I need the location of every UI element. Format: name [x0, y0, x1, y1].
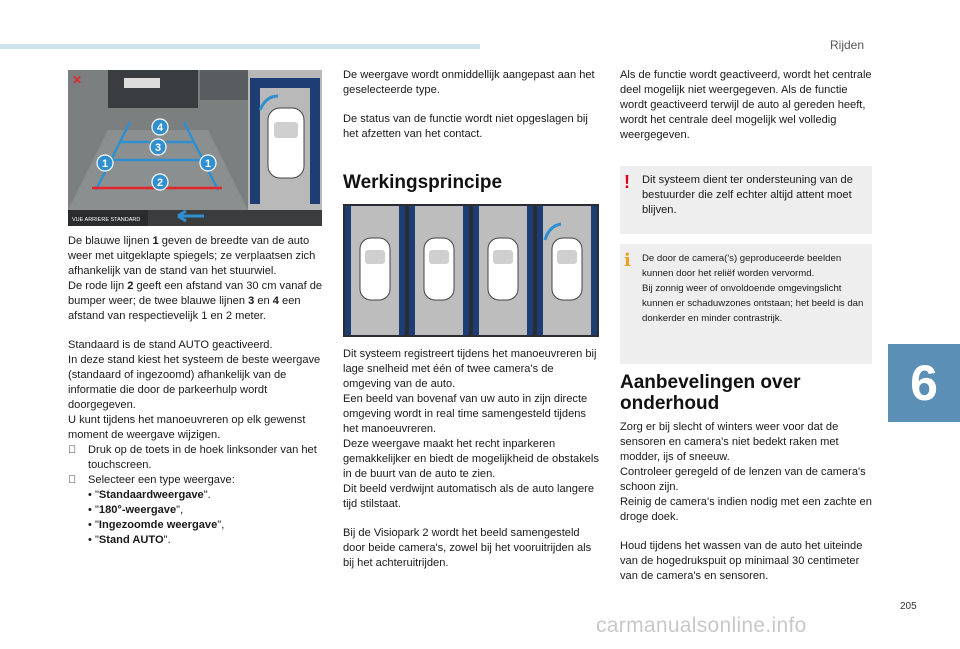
chapter-title: Rijden	[830, 38, 865, 52]
marker-3-label: 3	[154, 142, 162, 154]
warning-box	[620, 166, 872, 234]
heading-aanbevelingen: Aanbevelingen over onderhoud	[620, 372, 801, 414]
marker-4-label: 4	[156, 122, 164, 134]
bullet-press-button: Druk op de toets in de hoek linksonder van het touchscreen.	[68, 443, 330, 473]
info-icon: i	[624, 250, 631, 271]
top-view-figure	[343, 204, 599, 337]
marker-2-label: 2	[156, 177, 164, 189]
paragraph-maintenance: Zorg er bij slecht of winters weer voor dat de sensoren en camera's niet bedekt raken met modder, ijs of sneeuw. Controleer geregeld of de lenzen van de camera's schoon zijn. Reinig de camera's indien nodig met een zachte en droge doek.	[620, 421, 872, 523]
marker-1-left-label: 1	[101, 158, 109, 170]
chapter-tab: 6	[888, 344, 960, 422]
view-option: • "Standaardweergave".	[88, 489, 211, 501]
column-1	[68, 234, 330, 548]
paragraph-status: De status van de functie wordt niet opgeslagen bij het afzetten van het contact.	[343, 113, 588, 140]
bullet-icon	[68, 443, 88, 458]
column-2-lower	[343, 347, 601, 585]
column-3-lower	[620, 420, 872, 598]
top-view-panel	[345, 206, 405, 335]
close-icon: ✕	[72, 73, 83, 87]
rear-camera-figure	[68, 70, 322, 226]
paragraph-lines: De blauwe lijnen 1 geven de breedte van de auto weer met uitgeklapte spiegels; ze verplaatsen zich afhankelijk van de stand van het stuurwiel. De rode lijn 2 geeft een afstand van 30 cm vanaf de bumper weer; de twee blauwe lijnen 3 en 4 een afstand van respectievelijk 1 en 2 meter.	[68, 235, 323, 322]
header-bar	[0, 44, 480, 49]
bullet-icon	[68, 473, 88, 488]
paragraph-activation: Als de functie wordt geactiveerd, wordt het centrale deel mogelijk niet weergegeven. Als de functie wordt geactiveerd terwijl de auto al gereden heeft, wordt het centrale deel mogelijk wel volledig weergegeven.	[620, 69, 872, 141]
view-option: • "Stand AUTO".	[88, 534, 171, 546]
bullet-select-view: Selecteer een type weergave:	[68, 473, 330, 488]
warning-text: Dit systeem dient ter ondersteuning van de bestuurder die zelf echter altijd attent moet blijven.	[642, 174, 853, 216]
view-option: • "Ingezoomde weergave",	[88, 519, 225, 531]
watermark: carmanualsonline.info	[596, 614, 807, 637]
page-number: 205	[900, 601, 917, 612]
top-view-panel	[537, 206, 597, 335]
marker-1-right-label: 1	[204, 158, 212, 170]
top-view-panel	[473, 206, 533, 335]
view-option: • "180°-weergave",	[88, 504, 184, 516]
info-text: De door de camera('s) geproduceerde beelden kunnen door het reliëf worden vervormd. Bij zonnig weer of onvoldoende omgevingslicht kunnen er schaduwzones ontstaan; het beeld is dan donkerder en minder contrastrijk.	[642, 253, 864, 324]
paragraph-view-adjusted: De weergave wordt onmiddellijk aangepast aan het geselecteerde type.	[343, 69, 595, 96]
top-view-panel	[409, 206, 469, 335]
paragraph-washing: Houd tijdens het wassen van de auto het uiteinde van de hogedrukspuit op minimaal 30 centimeter van de camera's en sensoren.	[620, 540, 863, 582]
warning-icon: !	[624, 172, 630, 192]
column-2	[343, 68, 601, 156]
paragraph-visiopark: Bij de Visiopark 2 wordt het beeld samengesteld door beide camera's, zowel bij het vooruitrijden als bij het achteruitrijden.	[343, 527, 592, 569]
column-3	[620, 68, 872, 157]
info-box	[620, 244, 872, 364]
paragraph-auto-mode: Standaard is de stand AUTO geactiveerd. In deze stand kiest het systeem de beste weergave (standaard of ingezoomd) afhankelijk van de informatie die door de parkeerhulp wordt doorgegeven. U kunt tijdens het manoeuvreren op elk gewenst moment de weergave wijzigen.	[68, 339, 321, 441]
view-label: VUE ARRIERE STANDARD	[72, 217, 141, 223]
heading-werkingsprincipe: Werkingsprincipe	[343, 172, 503, 193]
paragraph-system: Dit systeem registreert tijdens het manoeuvreren bij lage snelheid met één of twee camera's de omgeving van de auto. Een beeld van bovenaf van uw auto in zijn directe omgeving wordt in real time samengesteld tijdens het manoeuvreren. Deze weergave maakt het recht inparkeren gemakkelijker en biedt de mogelijkheid de obstakels in de buurt van de auto te zien. Dit beeld verdwijnt automatisch als de auto langere tijd stilstaat.	[343, 348, 599, 510]
